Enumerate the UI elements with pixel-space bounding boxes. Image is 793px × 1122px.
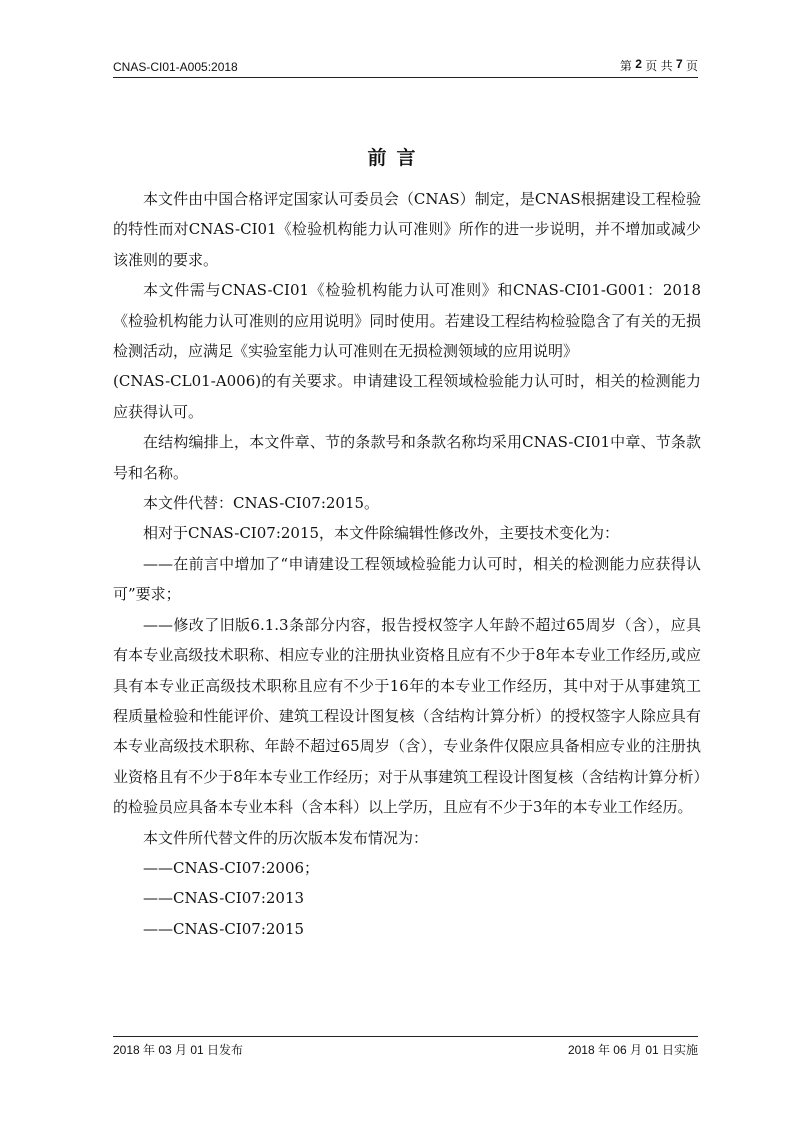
paragraph-intro: 本文件由中国合格评定国家认可委员会（CNAS）制定，是CNAS根据建设工程检验的特性而对CNAS-CI01《检验机构能力认可准则》所作的进一步说明，并不增加或减少该准则的要求。	[113, 190, 701, 269]
page-label-3: 共	[660, 59, 673, 73]
page-indicator	[620, 57, 698, 74]
paragraph-usage-cont: (CNAS-CL01-A006)的有关要求。申请建设工程领域检验能力认可时，相关的检测能力应获得认可。	[113, 372, 701, 421]
history-item: ——CNAS-CI07:2013	[143, 889, 305, 908]
page-header	[113, 52, 698, 78]
effective-date: 2018 年 06 月 01 日实施	[567, 1043, 698, 1057]
paragraph-replaces: 本文件代替：CNAS-CI07:2015。	[143, 494, 380, 513]
document-code: CNAS-CI01-A005:2018	[113, 60, 238, 74]
paragraph-usage: 本文件需与CNAS-CI01《检验机构能力认可准则》和CNAS-CI01-G001：2018《检验机构能力认可准则的应用说明》同时使用。若建设工程结构检验隐含了有关的无损检测活动，应满足《实验室能力认可准则在无损检测领域的应用说明》	[113, 281, 701, 361]
document-body	[113, 184, 701, 944]
paragraph-change-1: ——在前言中增加了“申请建设工程领域检验能力认可时，相关的检测能力应获得认可”要求；	[113, 554, 701, 604]
history-item: ——CNAS-CI07:2015	[143, 919, 305, 938]
paragraph-change-2: ——修改了旧版6.1.3条部分内容，报告授权签字人年龄不超过65周岁（含），应具有本专业高级技术职称、相应专业的注册执业资格且应有不少于8年本专业工作经历,或应具有本专业正高级技术职称且应有不少于16年的本专业工作经历，其中对于从事建筑工程质量检验和性能评价、建筑工程设计图复核（含结构计算分析）的授权签字人除应具有本专业高级技术职称、年龄不超过65周岁（含），专业条件仅限应具备相应专业的注册执业资格且有不少于8年本专业工作经历；对于从事建筑工程设计图复核（含结构计算分析）的检验员应具备本专业本科（含本科）以上学历，且应有不少于3年的本专业工作经历。	[113, 615, 701, 817]
paragraph-changes-intro: 相对于CNAS-CI07:2015，本文件除编辑性修改外，主要技术变化为：	[143, 524, 620, 543]
page-current: 2	[635, 57, 642, 71]
issue-date: 2018 年 03 月 01 日发布	[113, 1043, 244, 1057]
page-footer	[113, 1036, 698, 1058]
page-label-1: 第	[619, 59, 632, 73]
history-item: ——CNAS-CI07:2006；	[143, 858, 320, 877]
page-label-4: 页	[685, 59, 698, 73]
page-total: 7	[675, 57, 683, 71]
page-title: 前言	[367, 147, 426, 169]
paragraph-structure: 在结构编排上，本文件章、节的条款号和条款名称均采用CNAS-CI01中章、节条款号和名称。	[113, 433, 701, 482]
paragraph-history-intro: 本文件所代替文件的历次版本发布情况为：	[143, 828, 429, 847]
page-label-2: 页	[645, 59, 658, 73]
